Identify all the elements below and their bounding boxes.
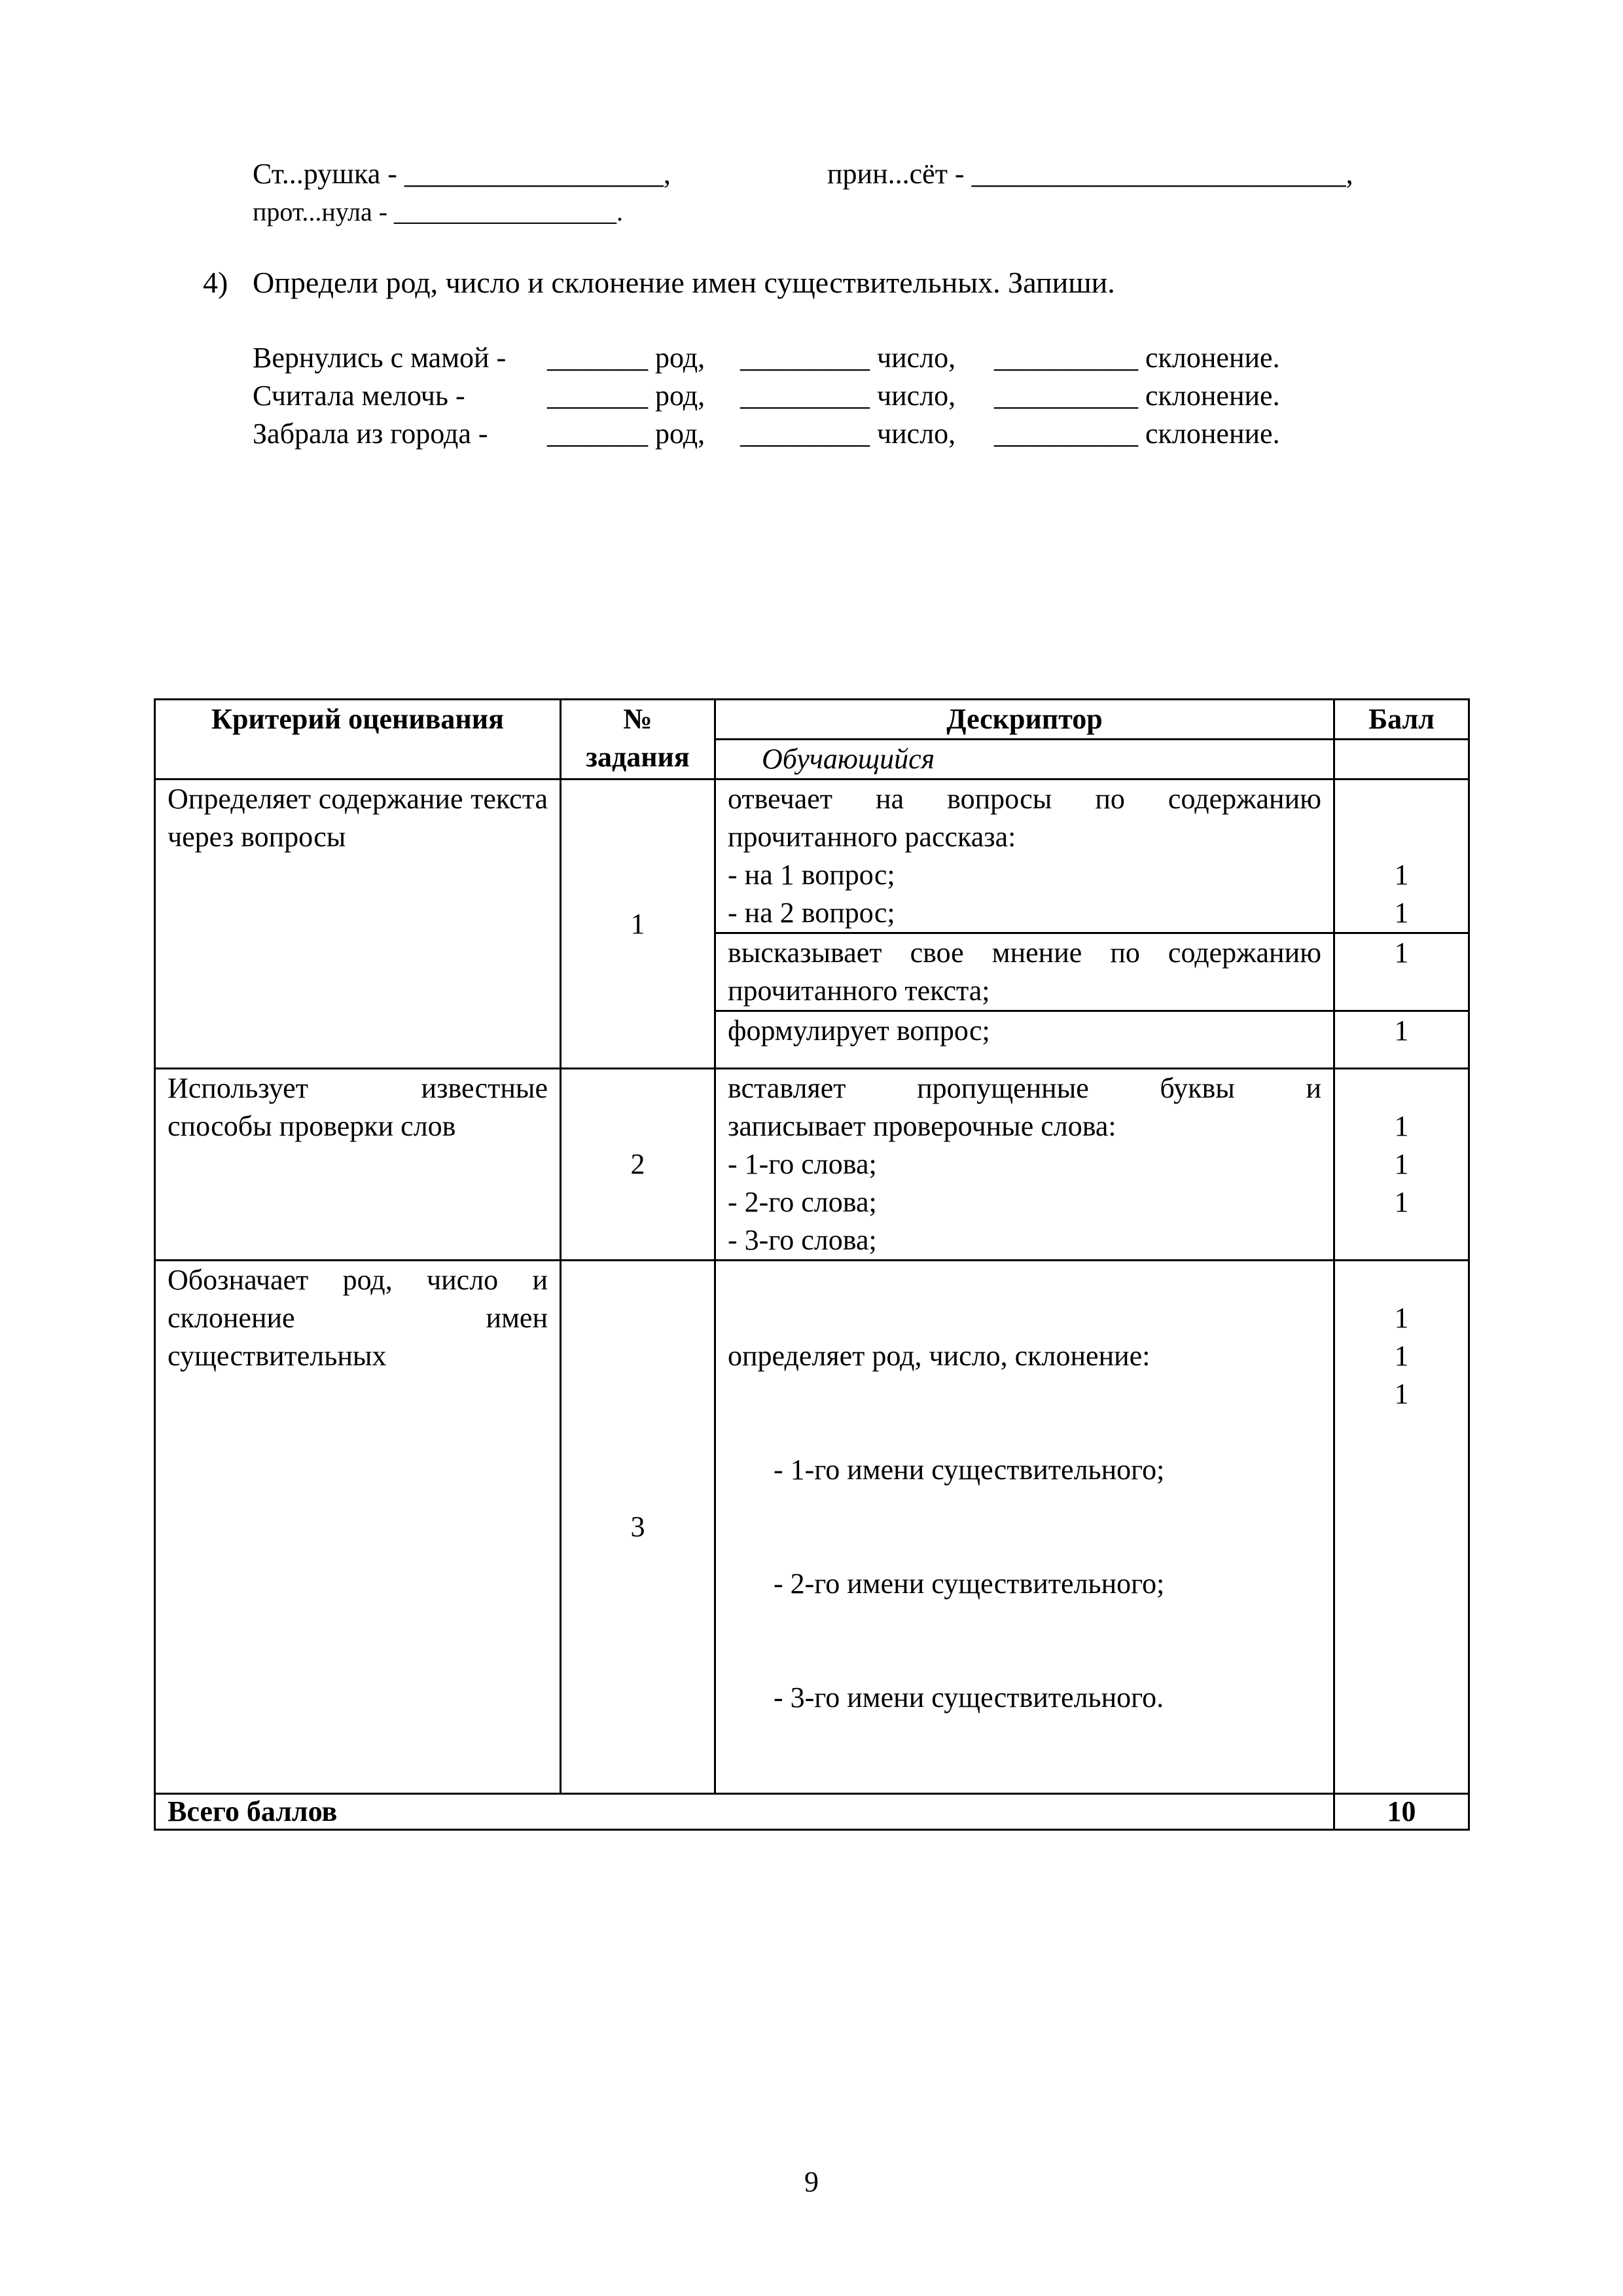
- score-value: 1: [1394, 1378, 1409, 1410]
- header-score: Балл: [1334, 700, 1469, 740]
- descriptor-cell: [715, 1261, 1334, 1794]
- header-score-blank: [1334, 740, 1469, 780]
- score-cell: [1334, 1011, 1469, 1069]
- score-value: [1347, 1221, 1456, 1259]
- score-value: [1347, 818, 1456, 856]
- score-cell: [1334, 1069, 1469, 1261]
- exercise-word-2: прин...сёт - __________________________,: [827, 158, 1353, 190]
- score-value: 1: [1394, 897, 1409, 929]
- descriptor-line: - 3-го имени существительного.: [774, 1681, 1164, 1713]
- score-cell: [1334, 780, 1469, 933]
- total-label: Всего баллов: [155, 1794, 1334, 1830]
- task-4-instruction: Определи род, число и склонение имен существительных. Запиши.: [253, 266, 1115, 299]
- header-task-number: [561, 700, 715, 780]
- grammar-chislo: _________ число,: [740, 418, 956, 450]
- criterion-cell: Обозначает род, число и склонение имен существительных: [155, 1261, 561, 1794]
- header-criterion: Критерий оценивания: [155, 700, 561, 780]
- descriptor-line: вставляет пропущенные буквы и: [728, 1072, 1321, 1104]
- grammar-chislo: _________ число,: [740, 380, 956, 412]
- score-cell: [1334, 933, 1469, 1011]
- score-value: 1: [1394, 1186, 1409, 1218]
- header-task-number-symbol: №: [623, 703, 652, 735]
- descriptor-line: - 2-го имени существительного;: [774, 1568, 1165, 1600]
- score-value: 1: [1394, 1110, 1409, 1142]
- exercise-word-1: Ст...рушка - __________________,: [253, 158, 671, 190]
- descriptor-line: записывает проверочные слова:: [728, 1110, 1116, 1142]
- descriptor-cell: [715, 780, 1334, 933]
- descriptor-line: прочитанного рассказа:: [728, 821, 1016, 853]
- assessment-table: [154, 698, 1470, 1831]
- score-value: [1347, 972, 1456, 1010]
- descriptor-line: отвечает на вопросы по содержанию: [728, 783, 1321, 815]
- score-value: [1347, 780, 1456, 818]
- score-value: [1347, 1069, 1456, 1107]
- descriptor-cell: [715, 933, 1334, 1011]
- total-row: [155, 1794, 1469, 1830]
- grammar-rod: _______ род,: [547, 418, 705, 450]
- descriptor-line: - 3-го слова;: [728, 1224, 877, 1256]
- grammar-row-2: [253, 379, 1365, 413]
- score-value: 1: [1394, 1340, 1409, 1372]
- grammar-phrase: Вернулись с мамой -: [253, 342, 507, 374]
- descriptor-line: - на 1 вопрос;: [728, 859, 895, 891]
- descriptor-line: высказывает свое мнение по содержанию: [728, 937, 1321, 969]
- table-row: [155, 1069, 1469, 1261]
- grammar-sklonenie: __________ склонение.: [994, 380, 1280, 412]
- descriptor-line: - на 2 вопрос;: [728, 897, 895, 929]
- grammar-row-1: [253, 341, 1365, 375]
- header-learner: Обучающийся: [715, 740, 1334, 780]
- task-number-cell: 2: [561, 1069, 715, 1261]
- score-value: [1347, 1261, 1456, 1299]
- descriptor-line: определяет род, число, склонение:: [728, 1340, 1150, 1372]
- descriptor-cell: [715, 1011, 1334, 1069]
- descriptor-line: - 1-го имени существительного;: [774, 1454, 1165, 1486]
- grammar-row-3: [253, 417, 1365, 451]
- header-descriptor: Дескриптор: [715, 700, 1334, 740]
- score-value: 1: [1394, 1302, 1409, 1334]
- score-value: 1: [1394, 859, 1409, 891]
- total-value: 10: [1334, 1794, 1469, 1830]
- table-row: [155, 1261, 1469, 1794]
- descriptor-line: прочитанного текста;: [728, 975, 990, 1007]
- descriptor-line: - 1-го слова;: [728, 1148, 877, 1180]
- task-number-cell: 1: [561, 780, 715, 1069]
- grammar-phrase: Забрала из города -: [253, 418, 488, 450]
- task-number-cell: 3: [561, 1261, 715, 1794]
- descriptor-cell: [715, 1069, 1334, 1261]
- header-task-number-word: задания: [586, 741, 690, 773]
- score-value: 1: [1394, 1148, 1409, 1180]
- grammar-sklonenie: __________ склонение.: [994, 418, 1280, 450]
- task-4-number: 4): [203, 266, 228, 299]
- descriptor-line: формулирует вопрос;: [728, 1014, 990, 1047]
- grammar-rod: _______ род,: [547, 380, 705, 412]
- exercise-word-3: прот...нула - _________________.: [253, 197, 624, 226]
- criterion-cell: Использует известные способы проверки слов: [155, 1069, 561, 1261]
- page-number: 9: [804, 2166, 819, 2198]
- score-value: 1: [1394, 937, 1409, 969]
- descriptor-line: - 2-го слова;: [728, 1186, 877, 1218]
- criterion-cell: Определяет содержание текста через вопросы: [155, 780, 561, 1069]
- grammar-phrase: Считала мелочь -: [253, 380, 465, 412]
- score-cell: [1334, 1261, 1469, 1794]
- table-row: [155, 780, 1469, 933]
- score-value: 1: [1394, 1014, 1409, 1047]
- grammar-sklonenie: __________ склонение.: [994, 342, 1280, 374]
- grammar-chislo: _________ число,: [740, 342, 956, 374]
- grammar-rod: _______ род,: [547, 342, 705, 374]
